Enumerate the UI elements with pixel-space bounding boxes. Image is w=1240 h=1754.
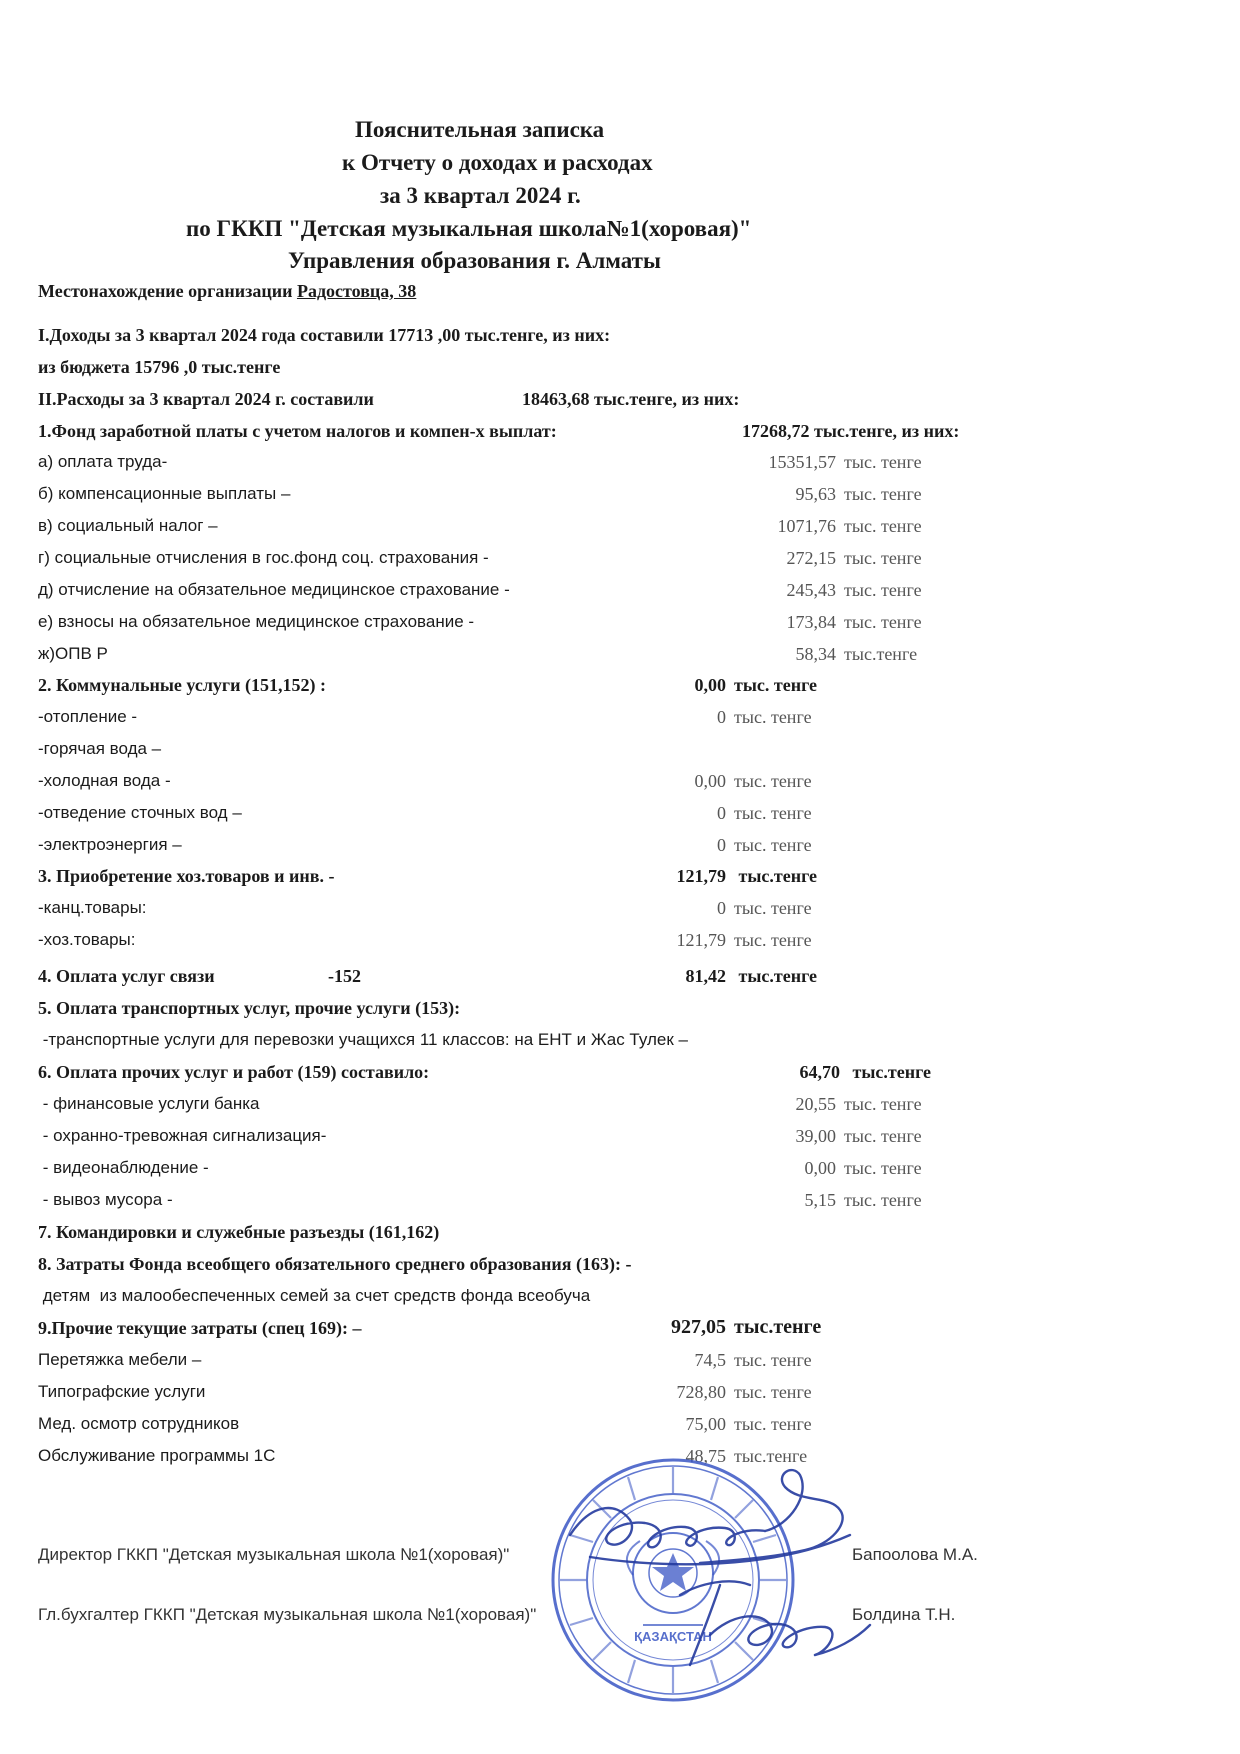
- s1-item-label: ж)ОПВ Р: [38, 644, 108, 663]
- s9-item-unit: тыс. тенге: [734, 1382, 812, 1402]
- s9-item-label: Обслуживание программы 1С: [38, 1446, 276, 1465]
- s1-item-unit: тыс. тенге: [844, 548, 922, 568]
- s1-item-value: 1071,76: [777, 516, 836, 536]
- s3-item-unit: тыс. тенге: [734, 898, 812, 918]
- s6-total-unit: тыс.тенге: [848, 1062, 932, 1082]
- accountant-name: Болдина Т.Н.: [852, 1605, 956, 1624]
- s6-item-label: - охранно-тревожная сигнализация-: [38, 1126, 327, 1145]
- s1-item-label: г) социальные отчисления в гос.фонд соц. страхования -: [38, 548, 489, 567]
- s8-item: детям из малообеспеченных семей за счет средств фонда всеобуча: [38, 1286, 591, 1305]
- expenses-label: II.Расходы за 3 квартал 2024 г. составили: [38, 389, 374, 409]
- s6-item-label: - вывоз мусора -: [38, 1190, 173, 1209]
- s2-item-value: 0: [717, 803, 726, 823]
- s6-total-value: 64,70: [799, 1062, 840, 1082]
- s3-title: 3. Приобретение хоз.товаров и инв. -: [38, 866, 335, 886]
- s1-item-value: 245,43: [786, 580, 836, 600]
- s2-item-value: 0,00: [694, 771, 726, 791]
- s6-item-unit: тыс. тенге: [844, 1158, 922, 1178]
- s9-item-unit: тыс.тенге: [734, 1446, 808, 1466]
- s6-item-value: 39,00: [795, 1126, 836, 1146]
- s6-item-label: - видеонаблюдение -: [38, 1158, 209, 1177]
- s3-total-value: 121,79: [676, 866, 726, 886]
- expenses-value: 18463,68 тыс.тенге, из них:: [522, 389, 740, 409]
- s4-total-unit: тыс.тенге: [734, 966, 818, 986]
- s2-item-unit: тыс. тенге: [734, 835, 812, 855]
- s6-title: 6. Оплата прочих услуг и работ (159) составило:: [38, 1062, 430, 1082]
- s9-item-value: 728,80: [676, 1382, 726, 1402]
- s2-total-unit: тыс. тенге: [734, 675, 818, 695]
- s3-item-value: 0: [717, 898, 726, 918]
- s9-item-label: Типографские услуги: [38, 1382, 206, 1401]
- s1-item-label: е) взносы на обязательное медицинское страхование -: [38, 612, 475, 631]
- s9-item-unit: тыс. тенге: [734, 1414, 812, 1434]
- s6-item-unit: тыс. тенге: [844, 1190, 922, 1210]
- s7-title: 7. Командировки и служебные разъезды (161,162): [38, 1222, 440, 1242]
- s9-item-value: 48,75: [685, 1446, 726, 1466]
- s3-item-label: -хоз.товары:: [38, 930, 136, 949]
- s2-title: 2. Коммунальные услуги (151,152) :: [38, 675, 326, 695]
- s2-item-label: -холодная вода -: [38, 771, 171, 790]
- s1-item-label: в) социальный налог –: [38, 516, 218, 535]
- s1-item-unit: тыс. тенге: [844, 580, 922, 600]
- s9-item-value: 75,00: [685, 1414, 726, 1434]
- s9-total-value: 927,05: [671, 1316, 726, 1338]
- income-line: I.Доходы за 3 квартал 2024 года составили 17713 ,00 тыс.тенге, из них:: [38, 325, 611, 345]
- s6-item-unit: тыс. тенге: [844, 1126, 922, 1146]
- s2-item-unit: тыс. тенге: [734, 771, 812, 791]
- s3-total-unit: тыс.тенге: [734, 866, 818, 886]
- s6-item-value: 20,55: [795, 1094, 836, 1114]
- title-line-3: за 3 квартал 2024 г.: [380, 183, 581, 208]
- director-name: Бапоолова М.А.: [852, 1545, 978, 1564]
- s4-code: -152: [328, 966, 361, 986]
- s6-item-value: 5,15: [804, 1190, 836, 1210]
- s4-title: 4. Оплата услуг связи: [38, 966, 215, 986]
- s6-item-value: 0,00: [804, 1158, 836, 1178]
- s9-total-unit: тыс.тенге: [734, 1316, 822, 1338]
- s5-item: -транспортные услуги для перевозки учащихся 11 классов: на ЕНТ и Жас Тулек –: [38, 1030, 688, 1049]
- s1-total: 17268,72 тыс.тенге, из них:: [742, 421, 960, 441]
- s2-item-unit: тыс. тенге: [734, 803, 812, 823]
- s1-item-unit: тыс. тенге: [844, 516, 922, 536]
- s3-item-unit: тыс. тенге: [734, 930, 812, 950]
- stamp-text: ҚАЗАҚСТАН: [634, 1629, 712, 1644]
- s9-item-value: 74,5: [694, 1350, 726, 1370]
- accountant-title: Гл.бухгалтер ГККП "Детская музыкальная школа №1(хоровая)": [38, 1605, 537, 1624]
- s1-item-unit: тыс. тенге: [844, 452, 922, 472]
- title-line-5: Управления образования г. Алматы: [288, 248, 661, 273]
- s1-item-unit: тыс. тенге: [844, 612, 922, 632]
- s9-item-label: Перетяжка мебели –: [38, 1350, 202, 1369]
- s9-item-label: Мед. осмотр сотрудников: [38, 1414, 240, 1433]
- location-label: Местонахождение организации: [38, 281, 293, 301]
- s1-item-unit: тыс.тенге: [844, 644, 918, 664]
- s2-item-label: -отопление -: [38, 707, 138, 726]
- s2-item-value: 0: [717, 835, 726, 855]
- location-line: [38, 281, 416, 302]
- s1-item-value: 173,84: [786, 612, 836, 632]
- handwritten-signatures: [560, 1465, 890, 1690]
- title-line-1: Пояснительная записка: [355, 117, 605, 142]
- s4-total-value: 81,42: [685, 966, 726, 986]
- s1-item-value: 58,34: [795, 644, 836, 664]
- s1-title: 1.Фонд заработной платы с учетом налогов и компен-х выплат:: [38, 421, 557, 441]
- income-budget: из бюджета 15796 ,0 тыс.тенге: [38, 357, 281, 377]
- s2-item-value: 0: [717, 707, 726, 727]
- s5-title: 5. Оплата транспортных услуг, прочие услуги (153):: [38, 998, 461, 1018]
- s1-item-value: 95,63: [795, 484, 836, 504]
- s8-title: 8. Затраты Фонда всеобщего обязательного среднего образования (163): -: [38, 1254, 632, 1274]
- title-line-4: по ГККП "Детская музыкальная школа№1(хоровая)": [186, 216, 752, 241]
- s2-item-label: -электроэнергия –: [38, 835, 182, 854]
- s2-item-label: -горячая вода –: [38, 739, 162, 758]
- title-line-2: к Отчету о доходах и расходах: [342, 150, 653, 175]
- s1-item-label: д) отчисление на обязательное медицинское страхование -: [38, 580, 510, 599]
- location-value: Радостовца, 38: [296, 281, 417, 301]
- s2-item-label: -отведение сточных вод –: [38, 803, 242, 822]
- s6-item-label: - финансовые услуги банка: [38, 1094, 260, 1113]
- s2-item-unit: тыс. тенге: [734, 707, 812, 727]
- s1-item-value: 15351,57: [768, 452, 836, 472]
- s9-title: 9.Прочие текущие затраты (спец 169): –: [38, 1318, 362, 1338]
- s9-item-unit: тыс. тенге: [734, 1350, 812, 1370]
- director-title: Директор ГККП "Детская музыкальная школа №1(хоровая)": [38, 1545, 510, 1564]
- s3-item-label: -канц.товары:: [38, 898, 147, 917]
- s6-item-unit: тыс. тенге: [844, 1094, 922, 1114]
- s2-total-value: 0,00: [694, 675, 726, 695]
- s1-item-value: 272,15: [786, 548, 836, 568]
- s1-item-label: б) компенсационные выплаты –: [38, 484, 291, 503]
- s3-item-value: 121,79: [676, 930, 726, 950]
- s1-item-label: а) оплата труда-: [38, 452, 168, 471]
- s1-item-unit: тыс. тенге: [844, 484, 922, 504]
